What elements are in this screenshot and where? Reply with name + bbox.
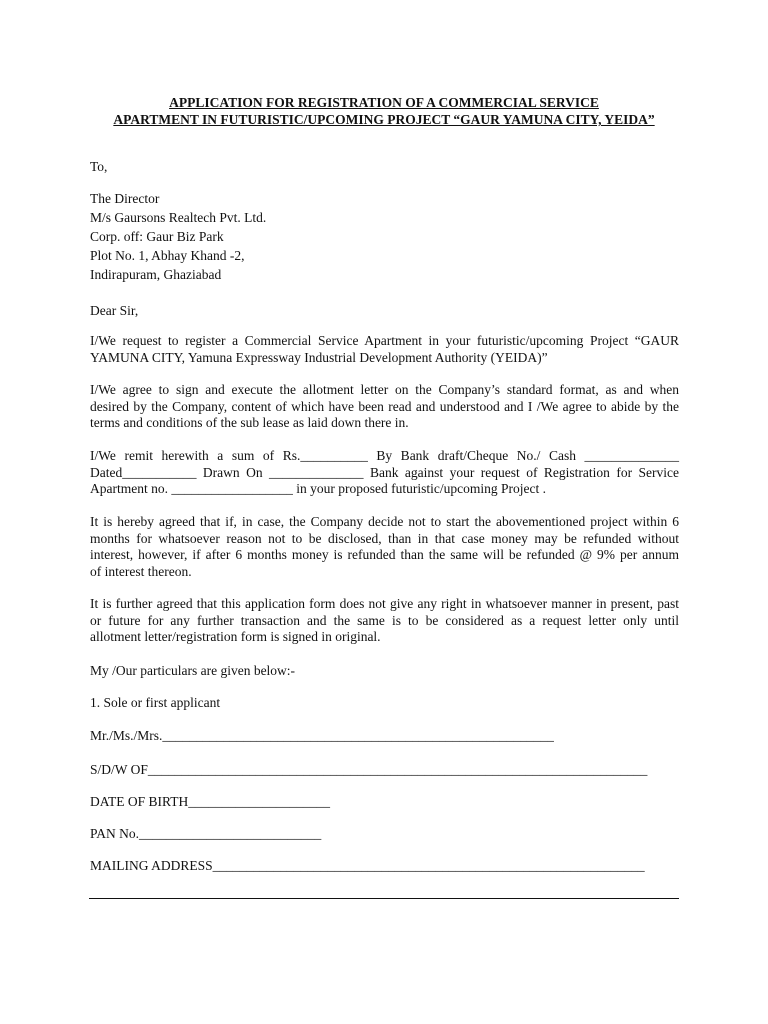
paragraph-line: terms and conditions of the sub lease as laid down there in. [90,415,409,431]
paragraph-line: I/We remit herewith a sum of Rs.__________ By Bank draft/Cheque No./ Cash ______________ [90,448,679,463]
paragraph-line: YAMUNA CITY, Yamuna Expressway Industrial Development Authority (YEIDA)” [90,349,548,365]
pan-field[interactable]: PAN No.___________________________ [90,826,322,841]
greeting: Dear Sir, [90,303,139,318]
paragraph-line: Dated___________ Drawn On ______________ Bank against your request of Registration for Service [90,464,679,480]
paragraph-line: It is hereby agreed that if, in case, the Company decide not to start the abovementioned project within 6 [90,514,679,529]
agree-paragraph [90,382,679,432]
address-line: The Director [90,191,160,206]
paragraph-line: I/We agree to sign and execute the allotment letter on the Company’s standard format, as and when [90,382,679,397]
applicant-heading: 1. Sole or first applicant [90,695,221,710]
page-title-line-1: APPLICATION FOR REGISTRATION OF A COMMERCIAL SERVICE [169,95,599,110]
paragraph-line: Apartment no. __________________ in your proposed futuristic/upcoming Project . [90,481,546,497]
paragraph-line: or future for any further transaction and the same is to be considered as a request letter only until [90,612,679,628]
request-paragraph [90,333,679,366]
mailing-address-field[interactable]: MAILING ADDRESS________________________________________________________________ [90,858,645,873]
refund-paragraph [90,514,679,580]
paragraph-line: interest, however, if after 6 months money is refunded than the same will be refunded @ 9% per annum [90,547,679,563]
bottom-divider [89,898,679,899]
paragraph-line: I/We request to register a Commercial Service Apartment in your futuristic/upcoming Project “GAUR [90,333,679,348]
paragraph-line: It is further agreed that this application form does not give any right in whatsoever manner in present, past [90,596,679,611]
salutation-to: To, [90,159,108,174]
address-line: Plot No. 1, Abhay Khand -2, [90,248,245,263]
name-field[interactable]: Mr./Ms./Mrs.__________________________________________________________ [90,728,554,743]
address-line: Corp. off: Gaur Biz Park [90,229,224,244]
address-line: Indirapuram, Ghaziabad [90,267,222,282]
date-of-birth-field[interactable]: DATE OF BIRTH_____________________ [90,794,330,809]
paragraph-line: allotment letter/registration form is signed in original. [90,629,381,645]
address-line: M/s Gaursons Realtech Pvt. Ltd. [90,210,267,225]
page-title-line-2: APARTMENT IN FUTURISTIC/UPCOMING PROJECT “GAUR YAMUNA CITY, YEIDA” [113,112,655,127]
paragraph-line: desired by the Company, content of which have been read and understood and I /We agree to abide by the [90,398,679,414]
particulars-intro: My /Our particulars are given below:- [90,663,296,678]
remit-paragraph [90,448,679,498]
relation-field[interactable]: S/D/W OF__________________________________________________________________________ [90,762,648,777]
no-right-paragraph [90,596,679,646]
paragraph-line: of interest thereon. [90,563,192,579]
paragraph-line: months for whatsoever reason not to be disclosed, than in that case money may be refunded without [90,530,679,546]
